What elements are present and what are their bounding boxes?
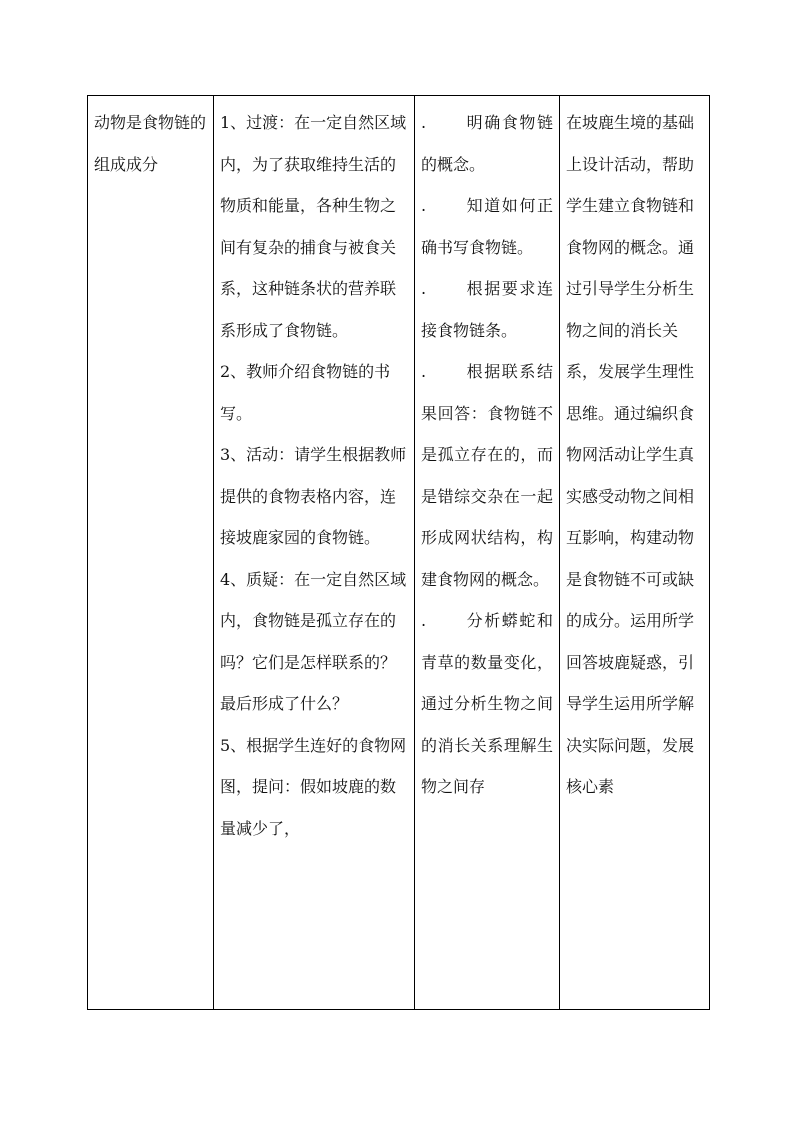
goal-5	[421, 600, 553, 808]
goal-text: 根据要求连接食物链条。	[421, 279, 553, 340]
goal-text: 分析蟒蛇和青草的数量变化，通过分析生物之间的消长关系理解生物之间存	[421, 611, 553, 796]
design-intent-cell	[560, 96, 710, 1010]
goal-2	[421, 185, 553, 268]
goal-1	[421, 102, 553, 185]
goal-4	[421, 351, 553, 600]
goal-bullet: .	[421, 611, 427, 630]
goal-bullet: .	[421, 362, 427, 381]
activity-3: 3、活动：请学生根据教师提供的食物表格内容，连接坡鹿家园的食物链。	[220, 445, 407, 547]
activities-cell	[214, 96, 415, 1010]
activity-2: 2、教师介绍食物链的书写。	[220, 362, 391, 423]
goal-bullet: .	[421, 279, 427, 298]
goal-bullet: .	[421, 113, 427, 132]
lesson-plan-table	[87, 95, 710, 1010]
activity-4: 4、质疑：在一定自然区域内，食物链是孤立存在的吗？它们是怎样联系的？最后形成了什么？	[220, 569, 407, 713]
goal-text: 知道如何正确书写食物链。	[421, 196, 553, 257]
goal-3	[421, 268, 553, 351]
design-intent-text: 在坡鹿生境的基础上设计活动，帮助学生建立食物链和食物网的概念。通过引导学生分析生物之间的消长关系，发展学生理性思维。通过编织食物网活动让学生真实感受动物之间相互影响，构建动物是食物链不可或缺的成分。运用所学回答坡鹿疑惑，引导学生运用所学解决实际问题，发展核心素	[566, 113, 695, 796]
goal-bullet: .	[421, 196, 427, 215]
activity-1: 1、过渡：在一定自然区域内，为了获取维持生活的物质和能量，各种生物之间有复杂的捕食与被食关系，这种链条状的营养联系形成了食物链。	[220, 113, 407, 340]
topic-cell	[88, 96, 214, 1010]
activity-5: 5、根据学生连好的食物网图，提问：假如坡鹿的数量减少了，	[220, 735, 407, 838]
goal-text: 根据联系结果回答：食物链不是孤立存在的，而是错综交杂在一起形成网状结构，构建食物网的概念。	[421, 362, 553, 589]
table-row	[88, 96, 710, 1010]
topic-text: 动物是食物链的组成成分	[94, 113, 207, 174]
student-goals-cell	[415, 96, 560, 1010]
goal-text: 明确食物链的概念。	[421, 113, 553, 174]
